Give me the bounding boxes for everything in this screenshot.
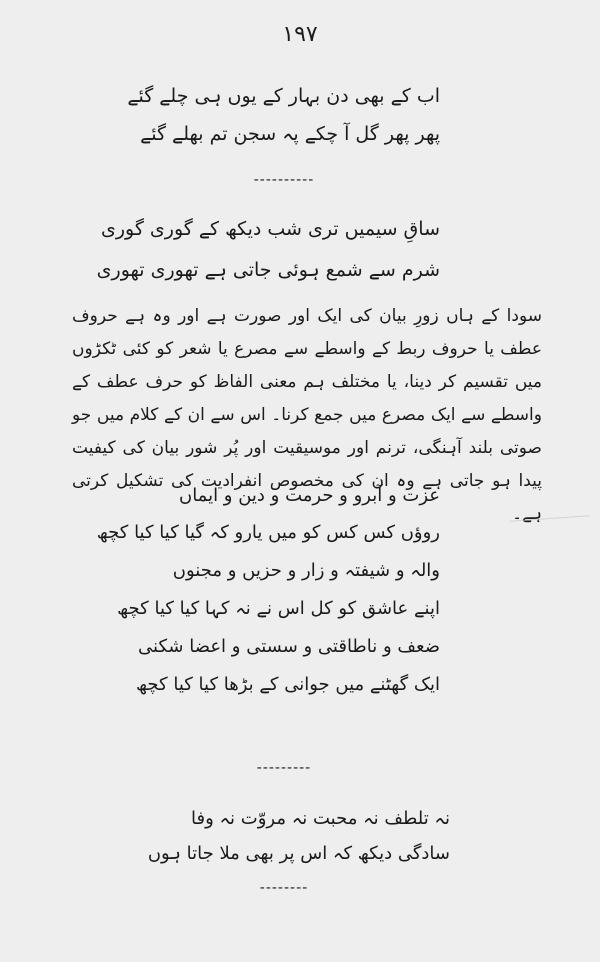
verse-line: سادگی دیکھ کہ اس پر بھی ملا جاتا ہوں	[147, 843, 450, 864]
verse-line: ایک گھٹنے میں جوانی کے بڑھا کیا کیا کچھ	[136, 674, 440, 695]
verse-line: ضعف و ناطاقتی و سستی و اعضا شکنی	[138, 636, 440, 657]
separator: ---------	[256, 760, 312, 776]
verse-line: پھر پھر گل آ چکے پہ سجن تم بھلے گئے	[140, 123, 440, 145]
verse-line: نہ تلطف نہ محبت نہ مروّت نہ وفا	[190, 808, 450, 829]
verse-line: عزت و آبرو و حرمت و دین و ایماں	[178, 485, 440, 506]
verse-line: والہ و شیفتہ و زار و حزیں و مجنوں	[172, 560, 440, 581]
page-number: ١٩٧	[282, 22, 318, 47]
prose-text: سودا کے ہاں زورِ بیان کی ایک اور صورت ہے اور وہ ہے حروف عطف یا حروف ربط کے واسطے سے مصرع یا شعر کو کئی ٹکڑوں میں تقسیم کر دینا، یا مختلف ہم معنی الفاظ کو حرف عطف کے واسطے سے ایک مصرع میں جمع کرنا۔ اس سے ان کے کلام میں جو صوتی بلند آہنگی، ترنم اور موسیقیت اور پُر شور بیان کی کیفیت پیدا ہو جاتی ہے وہ ان کی مخصوص انفرادیت کی تشکیل کرتی ہے۔	[72, 306, 542, 524]
separator: --------	[259, 880, 309, 896]
verse-line: اب کے بھی دن بہار کے یوں ہی چلے گئے	[127, 85, 440, 107]
verse-line: اپنے عاشق کو کل اس نے نہ کہا کیا کیا کچھ	[117, 598, 440, 619]
separator: ----------	[253, 172, 315, 188]
verse-line: ساقِ سیمیں تری شب دیکھ کے گوری گوری	[100, 218, 440, 240]
verse-line: روؤں کس کس کو میں یارو کہ گیا کیا کیا کچھ	[96, 522, 440, 543]
verse-line: شرم سے شمع ہوئی جاتی ہے تھوری تھوری	[96, 259, 440, 281]
